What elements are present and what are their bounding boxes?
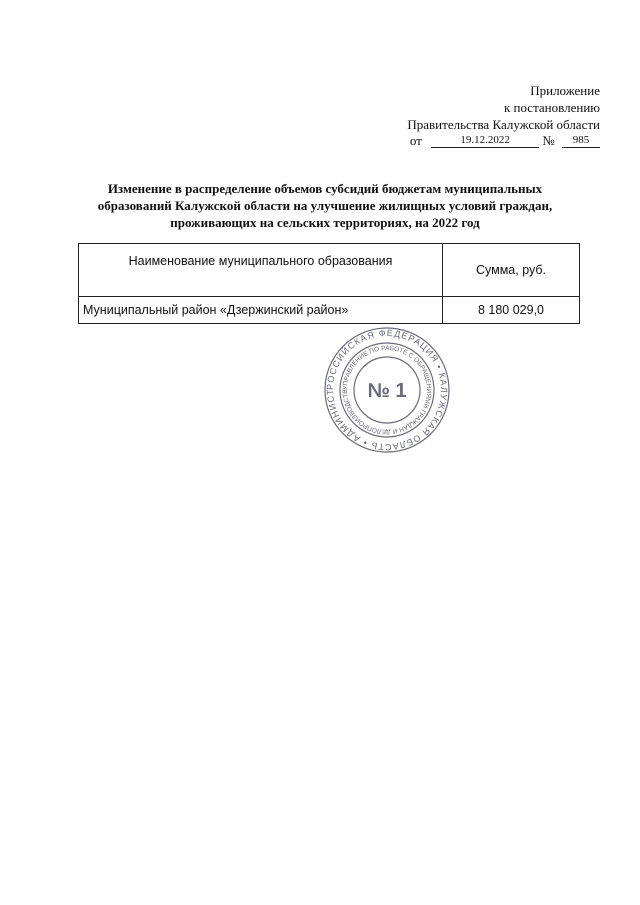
title-line: образований Калужской области на улучшение жилищных условий граждан, [97, 198, 553, 213]
number-sign: № [542, 133, 555, 148]
document-title [80, 180, 570, 231]
appendix-line: Правительства Калужской области [407, 117, 600, 132]
appendix-block [407, 82, 600, 133]
subsidy-table [78, 243, 580, 324]
title-line: проживающих на сельских территориях, на 2022 год [170, 215, 480, 230]
column-header-name: Наименование муниципального образования [79, 244, 443, 297]
municipality-name-cell: Муниципальный район «Дзержинский район» [79, 297, 443, 324]
title-line: Изменение в распределение объемов субсидий бюджетам муниципальных [107, 181, 543, 196]
date-prefix: от [409, 133, 422, 148]
seal-outer-text: РОССИЙСКАЯ ФЕДЕРАЦИЯ • КАЛУЖСКАЯ ОБЛАСТЬ • АДМИНИСТ [324, 327, 450, 453]
seal-inner-text: УПРАВЛЕНИЕ ПО РАБОТЕ С ОБРАЩЕНИЯМИ ГРАЖДАН И ДЕЛОПРОИЗВОДСТВ [341, 344, 433, 436]
decree-date-number-line [410, 133, 600, 150]
appendix-line: Приложение [530, 83, 600, 98]
official-seal-stamp [322, 325, 452, 455]
appendix-line: к постановлению [503, 100, 600, 115]
seal-icon [322, 325, 452, 455]
column-header-sum: Сумма, руб. [443, 244, 580, 297]
sum-cell: 8 180 029,0 [443, 297, 580, 324]
seal-center-text: № 1 [367, 380, 407, 402]
decree-number: 985 [562, 134, 600, 148]
decree-date: 19.12.2022 [431, 134, 539, 148]
table-header-row [79, 244, 580, 297]
table-row [79, 297, 580, 324]
